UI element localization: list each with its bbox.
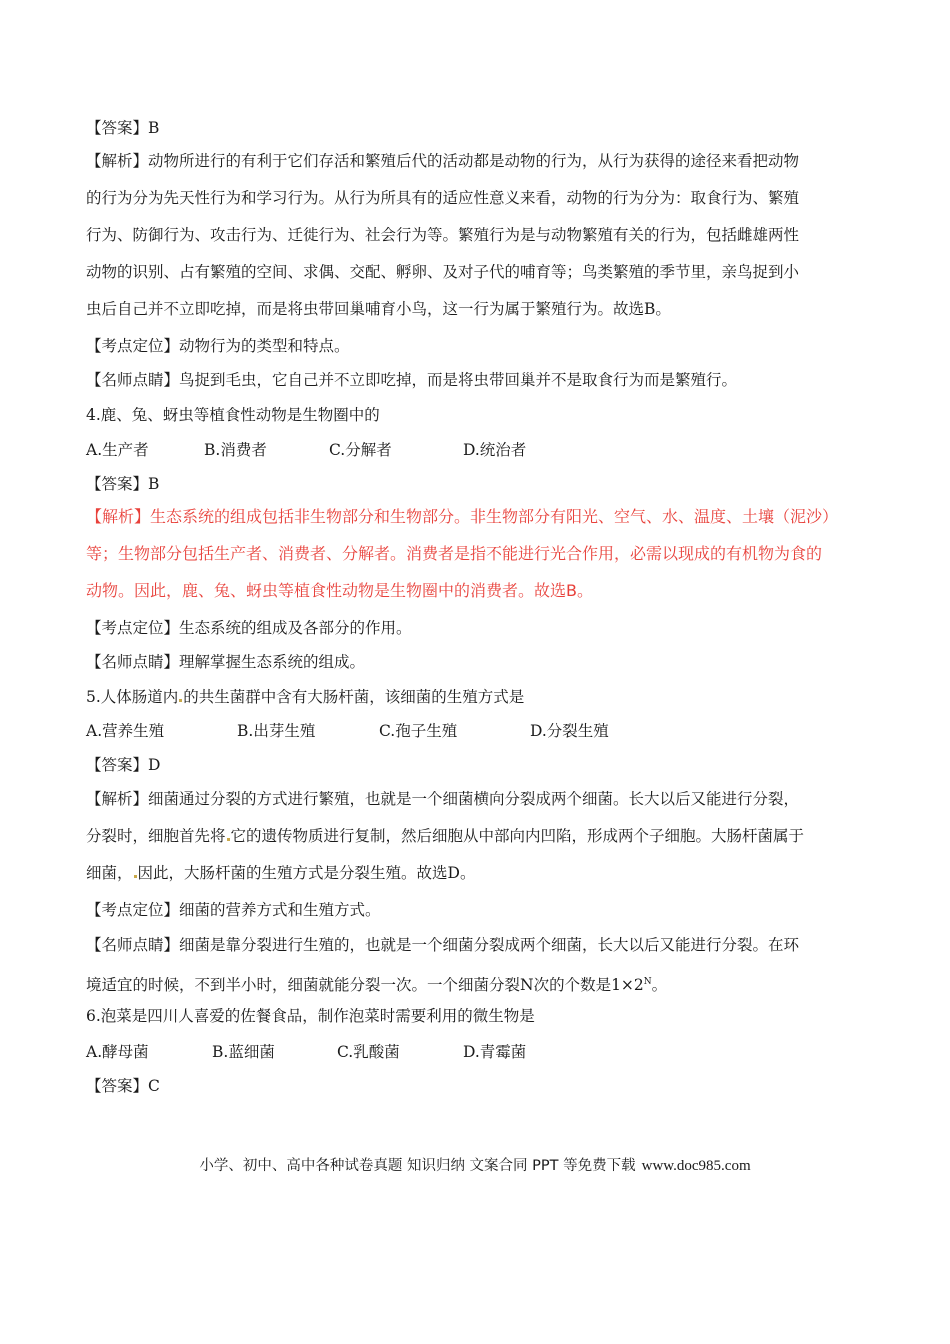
q3-analysis-line: 虫后自己并不立即吃掉，而是将虫带回巢哺育小鸟，这一行为属于繁殖行为。故选B。: [86, 300, 671, 318]
q6-option-a: A.酵母菌: [86, 1043, 149, 1061]
page-footer: [0, 1154, 950, 1175]
q5-answer: 【答案】D: [86, 756, 161, 774]
q5-option-d: D.分裂生殖: [530, 722, 609, 740]
footer-link[interactable]: www.doc985.com: [641, 1158, 751, 1174]
q5-analysis-line: 细菌， 因此，大肠杆菌的生殖方式是分裂生殖。故选D。: [86, 864, 476, 882]
q4-tip: 【名师点睛】理解掌握生态系统的组成。: [86, 653, 366, 671]
q3-analysis-line: 【解析】动物所进行的有利于它们存活和繁殖后代的活动都是动物的行为，从行为获得的途径来看把动物: [86, 152, 800, 170]
q6-option-b: B.蓝细菌: [212, 1043, 275, 1061]
q4-analysis-line: 动物。因此，鹿、兔、蚜虫等植食性动物是生物圈中的消费者。故选B。: [86, 581, 593, 600]
q4-analysis-line: 【解析】生态系统的组成包括非生物部分和生物部分。非生物部分有阳光、空气、水、温度、土壤（泥沙）: [86, 507, 839, 526]
q5-question: 5.人体肠道内 的共生菌群中含有大肠杆菌，该细菌的生殖方式是: [86, 688, 525, 706]
q4-option-d: D.统治者: [463, 441, 527, 459]
q6-question: 6.泡菜是四川人喜爱的佐餐食品，制作泡菜时需要利用的微生物是: [86, 1007, 535, 1025]
q6-option-c: C.乳酸菌: [337, 1043, 400, 1061]
stray-mark-icon: [179, 699, 182, 702]
q5-tip-line: 境适宜的时候，不到半小时，细菌就能分裂一次。一个细菌分裂N次的个数是$1\times 2^N$。: [86, 976, 668, 995]
q5-option-b: B.出芽生殖: [237, 722, 316, 740]
q3-answer: 【答案】B: [86, 119, 160, 137]
q3-analysis-line: 动物的识别、占有繁殖的空间、求偶、交配、孵卵、及对子代的哺育等；鸟类繁殖的季节里，亲鸟捉到小: [86, 263, 800, 281]
q6-option-d: D.青霉菌: [463, 1043, 527, 1061]
q5-analysis-line: 【解析】细菌通过分裂的方式进行繁殖，也就是一个细菌横向分裂成两个细菌。长大以后又能进行分裂，: [86, 790, 800, 808]
footer-text: 小学、初中、高中各种试卷真题 知识归纳 文案合同 PPT 等免费下载: [199, 1158, 636, 1174]
q3-analysis-line: 的行为分为先天性行为和学习行为。从行为所具有的适应性意义来看，动物的行为分为：取食行为、繁殖: [86, 189, 800, 207]
q5-option-a: A.营养生殖: [86, 722, 165, 740]
q4-option-c: C.分解者: [329, 441, 392, 459]
q3-point: 【考点定位】动物行为的类型和特点。: [86, 337, 350, 355]
q3-analysis-line: 行为、防御行为、攻击行为、迁徙行为、社会行为等。繁殖行为是与动物繁殖有关的行为，包括雌雄两性: [86, 226, 800, 244]
q4-option-a: A.生产者: [86, 441, 149, 459]
q6-answer: 【答案】C: [86, 1077, 160, 1095]
exponent: N: [643, 977, 652, 987]
q4-point: 【考点定位】生态系统的组成及各部分的作用。: [86, 619, 412, 637]
q4-option-b: B.消费者: [204, 441, 267, 459]
stray-mark-icon: [227, 838, 230, 841]
q5-tip-line: 【名师点睛】细菌是靠分裂进行生殖的，也就是一个细菌分裂成两个细菌，长大以后又能进行分裂。在环: [86, 936, 800, 954]
q5-option-c: C.孢子生殖: [379, 722, 458, 740]
q5-point: 【考点定位】细菌的营养方式和生殖方式。: [86, 901, 381, 919]
q4-analysis-line: 等；生物部分包括生产者、消费者、分解者。消费者是指不能进行光合作用，必需以现成的有机物为食的: [86, 544, 823, 563]
stray-mark-icon: [134, 875, 137, 878]
q3-tip: 【名师点睛】鸟捉到毛虫，它自己并不立即吃掉，而是将虫带回巢并不是取食行为而是繁殖行。: [86, 371, 738, 389]
q4-answer: 【答案】B: [86, 475, 160, 493]
q5-analysis-line: 分裂时，细胞首先将 它的遗传物质进行复制，然后细胞从中部向内凹陷，形成两个子细胞。大肠杆菌属于: [86, 827, 805, 845]
q4-question: 4.鹿、兔、蚜虫等植食性动物是生物圈中的: [86, 406, 380, 424]
